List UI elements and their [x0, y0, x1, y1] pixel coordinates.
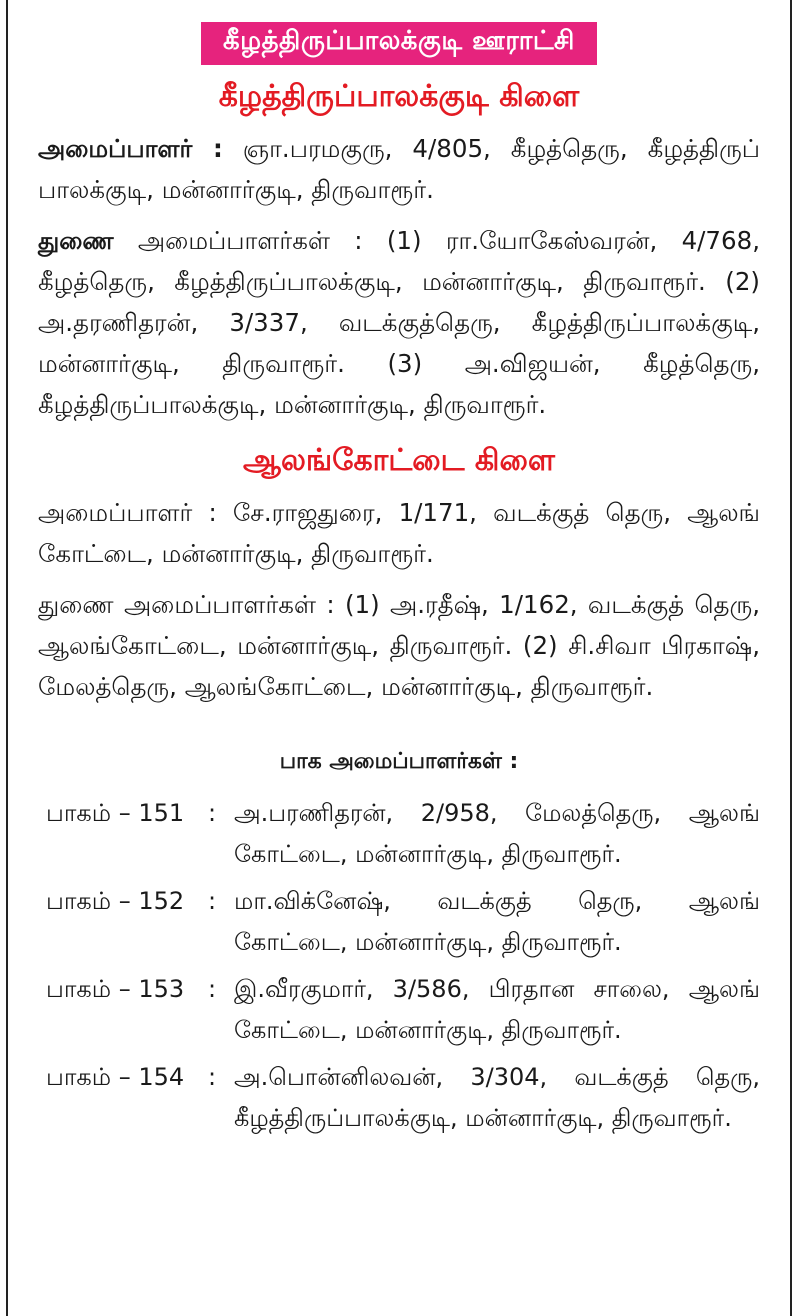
branch2-deputies: துணை அமைப்பாளர்கள் : (1) அ.ரதீஷ், 1/162, வடக்குத் தெரு, ஆலங்கோட்டை, மன்னார்குடி, திருவாரூர். (2) சி.சிவா பிரகாஷ், மேலத்தெரு, ஆலங்கோட்டை, மன்னார்குடி, திருவாரூர். — [38, 590, 760, 701]
top-divider — [268, 0, 548, 2]
deputy-label: துணை — [38, 226, 114, 255]
part-colon: : — [208, 887, 217, 915]
organizer-details: ஞா.பரமகுரு, 4/805, கீழத்தெரு, கீழத்திருப் பாலக்குடி, மன்னார்குடி, திருவாரூர். — [38, 134, 761, 204]
part-label: பாகம் – 154 — [46, 1063, 185, 1091]
part-row — [46, 969, 760, 1051]
branch1-deputies — [38, 220, 760, 425]
branch1-organizer — [38, 128, 760, 210]
part-colon: : — [208, 1063, 217, 1091]
branch-heading-1: கீழத்திருப்பாலக்குடி கிளை — [218, 79, 580, 114]
panchayat-banner: கீழத்திருப்பாலக்குடி ஊராட்சி — [201, 22, 597, 65]
part-label: பாகம் – 152 — [46, 887, 185, 915]
part-colon: : — [208, 975, 217, 1003]
part-details: அ.பரணிதரன், 2/958, மேலத்தெரு, ஆலங் கோட்டை, மன்னார்குடி, திருவாரூர். — [234, 799, 760, 868]
page-frame — [6, 0, 792, 1316]
part-row — [46, 793, 760, 875]
part-label: பாகம் – 151 — [46, 799, 185, 827]
branch2-organizer: அமைப்பாளர் : சே.ராஜதுரை, 1/171, வடக்குத் தெரு, ஆலங் கோட்டை, மன்னார்குடி, திருவாரூர். — [38, 498, 760, 568]
deputy-details: அமைப்பாளர்கள் : (1) ரா.யோகேஸ்வரன், 4/768, கீழத்தெரு, கீழத்திருப்பாலக்குடி, மன்னார்குடி, திருவாரூர். (2) அ.தரணிதரன், 3/337, வடக்குத்தெரு, கீழத்திருப்பாலக்குடி, மன்னார்குடி, திருவாரூர். (3) அ.விஜயன், கீழத்தெரு, கீழத்திருப்பாலக்குடி, மன்னார்குடி, திருவாரூர். — [38, 226, 760, 419]
branch-heading-2: ஆலங்கோட்டை கிளை — [243, 443, 555, 478]
part-details: இ.வீரகுமார், 3/586, பிரதான சாலை, ஆலங் கோட்டை, மன்னார்குடி, திருவாரூர். — [234, 975, 760, 1044]
part-details: அ.பொன்னிலவன், 3/304, வடக்குத் தெரு, கீழத்திருப்பாலக்குடி, மன்னார்குடி, திருவாரூர். — [234, 1063, 760, 1132]
part-organizers-heading: பாக அமைப்பாளர்கள் : — [279, 749, 519, 774]
banner-container — [8, 22, 790, 65]
part-label: பாகம் – 153 — [46, 975, 185, 1003]
part-row — [46, 1057, 760, 1139]
part-colon: : — [208, 799, 217, 827]
part-details: மா.விக்னேஷ், வடக்குத் தெரு, ஆலங் கோட்டை, மன்னார்குடி, திருவாரூர். — [234, 887, 760, 956]
part-row — [46, 881, 760, 963]
organizer-label: அமைப்பாளர் : — [38, 134, 223, 163]
